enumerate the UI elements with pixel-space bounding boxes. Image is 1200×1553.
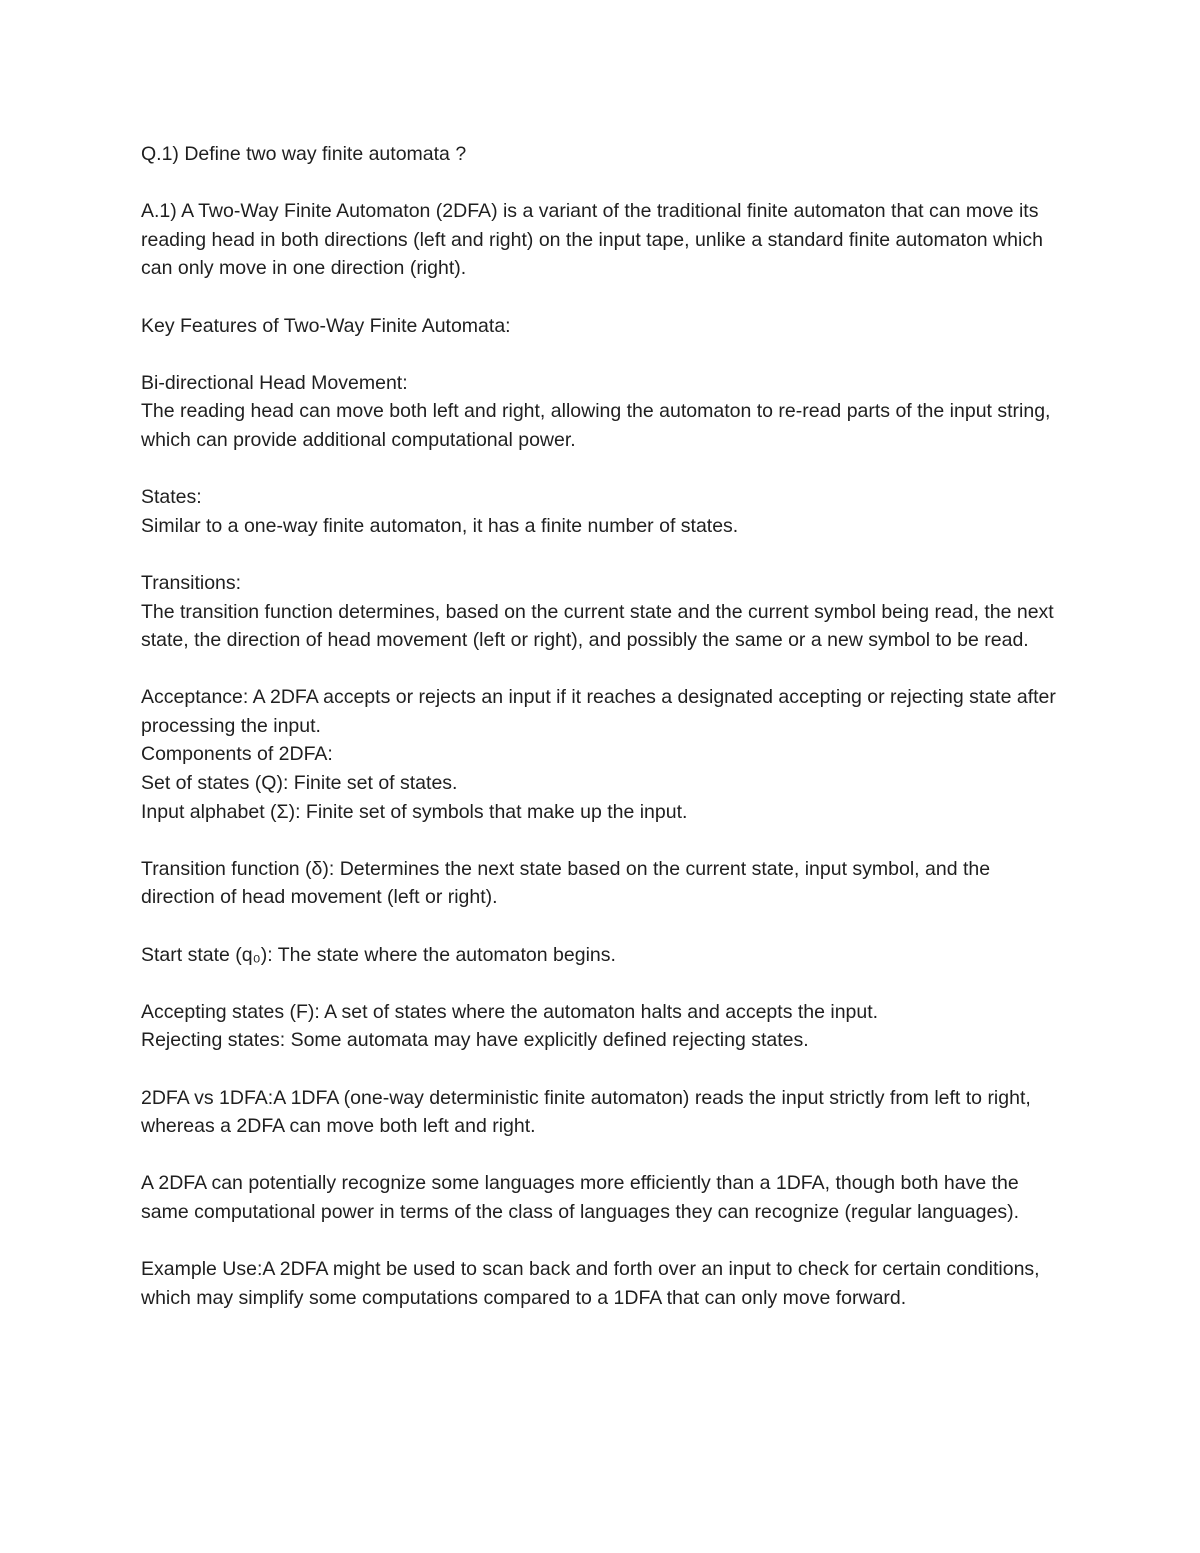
components-heading: Components of 2DFA: — [141, 743, 333, 766]
blank-line — [141, 1141, 1066, 1170]
accepting-states-text: Accepting states (F): A set of states where the automaton halts and accepts the input. — [141, 1000, 879, 1023]
blank-line — [141, 655, 1066, 684]
blank-line — [141, 540, 1066, 569]
comparison-text: 2DFA vs 1DFA:A 1DFA (one-way deterministic finite automaton) reads the input strictly from left to right, whereas a 2DFA can move both left and right. — [141, 1086, 1031, 1138]
blank-line — [141, 1055, 1066, 1084]
input-alphabet-text: Input alphabet (Σ): Finite set of symbols that make up the input. — [141, 800, 688, 823]
states-text: Similar to a one-way finite automaton, it has a finite number of states. — [141, 514, 739, 537]
transition-function-text: Transition function (δ): Determines the next state based on the current state, input symbol, and the direction of head movement (left or right). — [141, 857, 991, 909]
blank-line — [141, 283, 1066, 312]
answer-intro: A.1) A Two-Way Finite Automaton (2DFA) is a variant of the traditional finite automaton that can move its reading head in both directions (left and right) on the input tape, unlike a standard finite automaton which can only move in one direction (right). — [141, 200, 1043, 280]
blank-line — [141, 1227, 1066, 1256]
blank-line — [141, 340, 1066, 369]
acceptance-text: Acceptance: A 2DFA accepts or rejects an input if it reaches a designated accepting or rejecting state after processing the input. — [141, 686, 1056, 737]
key-features-heading: Key Features of Two-Way Finite Automata: — [141, 314, 511, 337]
blank-line — [141, 455, 1066, 484]
question-heading: Q.1) Define two way finite automata ? — [141, 143, 467, 165]
states-heading: States: — [141, 486, 202, 509]
start-state-text: Start state (q₀): The state where the automaton begins. — [141, 943, 616, 966]
example-use-text: Example Use:A 2DFA might be used to scan back and forth over an input to check for certain conditions, which may simplify some computations compared to a 1DFA that can only move forward. — [141, 1258, 1040, 1309]
transitions-text: The transition function determines, based on the current state and the current symbol being read, the next state, the direction of head movement (left or right), and possibly the same or a new symbol to be read. — [141, 600, 1054, 652]
blank-line — [141, 969, 1066, 998]
rejecting-states-text: Rejecting states: Some automata may have explicitly defined rejecting states. — [141, 1029, 809, 1052]
efficiency-text: A 2DFA can potentially recognize some languages more efficiently than a 1DFA, though both have the same computational power in terms of the class of languages they can recognize (regular languages). — [141, 1172, 1019, 1223]
set-of-states-text: Set of states (Q): Finite set of states. — [141, 772, 458, 795]
document-body — [141, 140, 1066, 1312]
blank-line — [141, 912, 1066, 941]
bidirectional-heading: Bi-directional Head Movement: — [141, 371, 408, 394]
bidirectional-text: The reading head can move both left and right, allowing the automaton to re-read parts of the input string, which can provide additional computational power. — [141, 400, 1051, 451]
transitions-heading: Transitions: — [141, 571, 242, 594]
blank-line — [141, 826, 1066, 855]
blank-line — [141, 169, 1066, 198]
